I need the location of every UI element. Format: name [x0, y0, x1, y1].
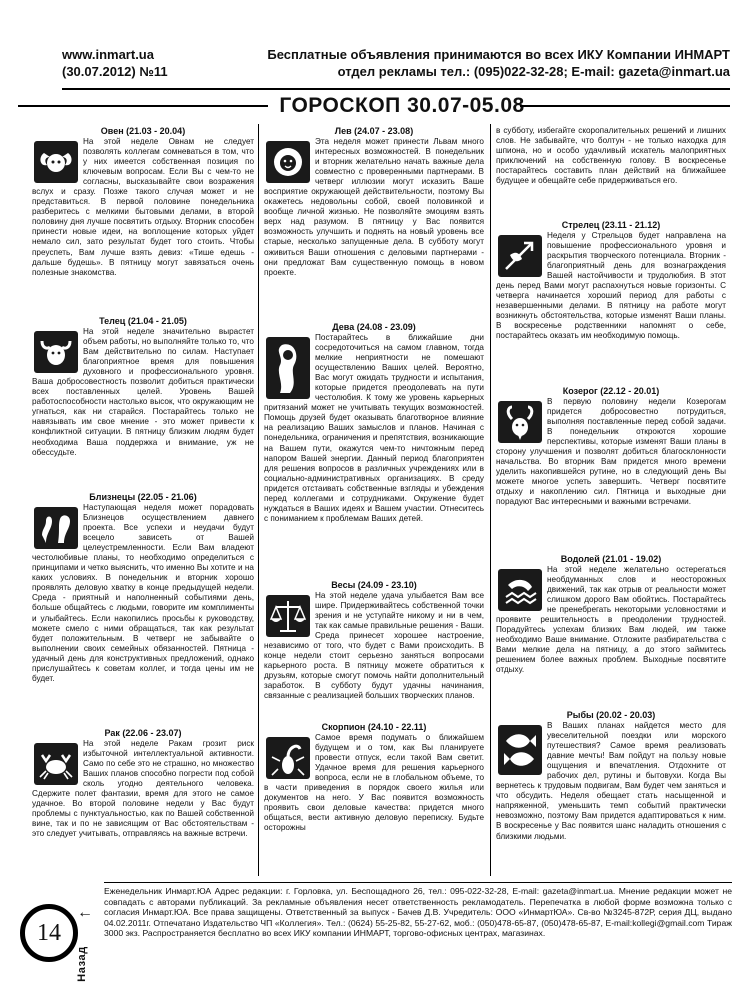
sign-strelec: [496, 220, 726, 342]
sign-oven: [32, 126, 254, 278]
crab-icon: [34, 743, 78, 785]
scorpion-icon: [266, 737, 310, 779]
sign-text: На этой неделе Овнам не следует позволять коллегам сомневаться в том, что у них имеется собственная позиция по ключевым вопросам. Если Вы с чем-то не согласны, высказывайте свои возражения вслух и сразу. Позже такого случая может и не представиться. В первой половине понедельника разберитесь с мелкими бытовыми делами, в второй половину дня лучше посвятить отдыху. Вторник способен принести новые идеи, на воплощение которых уйдет немало сил, зато результат будет того стоить. Чтобы преуспеть, Вам лучше взять девиз: «Тише едешь - дальше будешь». В пятницу могут завязаться очень полезные знакомства.: [32, 137, 254, 277]
goat-icon: [498, 401, 542, 443]
back-button[interactable]: [75, 906, 95, 988]
sign-heading: Телец (21.04 - 21.05): [99, 316, 187, 326]
sign-bliznecy: [32, 492, 254, 684]
sign-lev: [264, 126, 484, 278]
twins-icon: [34, 507, 78, 549]
header-line-1: Бесплатные объявления принимаются во всех ИКУ Компании ИНМАРТ: [267, 47, 730, 62]
bull-icon: [34, 331, 78, 373]
header-line-2: отдел рекламы тел.: (095)022-32-28; E-mail: gazeta@inmart.ua: [337, 64, 730, 79]
ram-icon: [34, 141, 78, 183]
column-divider: [490, 124, 491, 876]
sign-text: в субботу, избегайте скоропалительных решений и лишних слов. Не забывайте, что болтун - не только находка для шпиона, но и особо удачливый искатель малоприятных приключений на собственную голову. В воскресенье постарайтесь составить план действий на ближайшее будущее и обещайте себе придерживаться его.: [496, 126, 726, 186]
horoscope-columns: [32, 124, 732, 876]
sign-rak: [32, 728, 254, 839]
sign-text: Неделя у Стрельцов будет направлена на повышение профессионального уровня и раскрытия творческого потенциала. Вторник - благоприятный день для вознаграждения Вашей настойчивости и трудолюбия. В этот день перед Вами могут распахнуться новые горизонты. С четверга начинается хороший период для работы с незавершенными делами. В пятницу на работе могут возникнуть обстоятельства, которые изменят Ваши планы. В воскресенье родственники напомнят о себе, постарайтесь оказать им необходимую помощь.: [496, 231, 726, 341]
imprint-text: Еженедельник Инмарт.ЮА Адрес редакции: г. Горловка, ул. Беспощадного 26, тел.: 095-022-32-28, E-mail: gazeta@inmart.ua. Мнение редакции может не совпадать с авторами публикаций. За рекламные объявления несет ответственность рекламодатель. Перепечатка в любой форме возможна только с согласия Инмарт.ЮА. Все права защищены. Ответственный за выпуск - Бачев Д.В. Учредитель: ООО «ИнмартЮА». Св-во №3245-872Р, серия ДЦ, выдано 04.02.2011г. Отпечатано Издательство ЧП «Коллегия». Тел.: (0624) 55-25-82, 55-27-62, моб.: (050)478-65-87, (050)478-65-87, E-mail:kollegi@gmail.com Тираж 3000 экз. Распространяется бесплатно во всех ИКУ компании ИНМАРТ, торгово-офисных центрах, магазинах.: [104, 886, 732, 939]
site-url[interactable]: www.inmart.ua: [62, 47, 154, 62]
virgo-icon: [266, 337, 310, 399]
sign-text: На этой неделе Ракам грозит риск избыточной интеллектуальной активности. Само по себе это не страшно, но множество Ваших планов способно погрести под собой сколь угодно деятельного человека. Сдержите полет фантазии, время для этого не самое удачное. Во второй половине недели у Вас будут проблемы с пунктуальностью, как по Вашей собственной вине, так и по не зависящим от Вас обстоятельствам - это следует учитывать, отправляясь на важные встречи.: [32, 739, 254, 839]
header-right: [267, 46, 730, 80]
sign-text: На этой неделе желательно остерегаться необдуманных слов и неосторожных движений, так как отрыв от реальности может слишком дорого Вам обойтись. Постарайтесь не пренебрегать некоторыми условностями и проявите решительность в преодолении трудностей. Порадуйтесь успехам близких Вам людей, им также необходимо Ваше внимание. Отложите разбирательства с Вами мелкие дела на пятницу, а до этого займитесь решением более важных проблем. Выходные посвятите отдыху.: [496, 565, 726, 675]
sign-heading: Весы (24.09 - 23.10): [331, 580, 417, 590]
page-footer: [0, 878, 750, 1000]
header-left: [62, 46, 168, 80]
issue-info: (30.07.2012) №11: [62, 64, 168, 79]
scales-icon: [266, 595, 310, 637]
sign-vodoley: [496, 554, 726, 676]
sign-telec: [32, 316, 254, 458]
sign-heading: Козерог (22.12 - 20.01): [562, 386, 660, 396]
column-3: [496, 124, 726, 876]
sign-text: Эта неделя может принести Львам много интересных возможностей. В понедельник и вторник желательно начать важные дела совместно с проверенными партнерами. В четверг иллюзии могут исказить Ваше восприятие окружающей действительности, поэтому Вы окажетесь недовольны собой, своей половинкой и вообще личной жизнью. Не позволяйте эмоциям взять верх над разумом. В пятницу у Вас появится возможность улучшить и поднять на новый уровень все старые, несколько запущенные дела. В субботу могут оживиться Ваши отношения с деловыми партнерами - они предложат Вам существенную помощь в новом проекте.: [264, 137, 484, 277]
sign-ryby: [496, 710, 726, 842]
sign-vesy: [264, 580, 484, 702]
title-rule-left: [18, 105, 268, 107]
sign-text: На этой неделе значительно вырастет объем работы, но выполняйте только то, что Вам действительно по силам. Наступает благоприятное время для повышения духовного и профессионального уровня. Ваша добросовестность позволит добиться практически всех поставленных целей. Уровень Вашей работоспособности настолько высок, что окружающим не угнаться, как ни старайся. Постарайтесь только не навязывать им свое мнение - это может привести к конфликтной ситуации. В пятницу близким людям будет необходима Ваша поддержка и внимание, уж не обессудьте.: [32, 327, 254, 457]
title-rule-right: [520, 105, 730, 107]
sign-heading: Лев (24.07 - 23.08): [334, 126, 414, 136]
sign-text: В Ваших планах найдется место для увеселительной поездки или морского путешествия? Самое время реализовать давние мечты! Вам пойдут на пользу новые ощущения и впечатления. Отдохните от рабочих дел, рутины и бытовухи. Когда Вы вернетесь к трудовым подвигам, Вам будет чем заняться и что обсудить. Неделя обещает стать насыщенной и напряженной, уменьшить темп событий практически невозможно, поэтому Вам придется адаптироваться к ним. В воскресенье у Вас появится шанс наладить отношения с близкими людьми.: [496, 721, 726, 841]
sign-heading: Рак (22.06 - 23.07): [104, 728, 182, 738]
header-divider: [62, 88, 730, 90]
sign-text: Постарайтесь в ближайшие дни сосредоточиться на самом главном, тогда мелкие неприятности не помешают осуществлению Ваших целей. Вероятно, Вас могут ожидать трудности и испытания, которые придется преодолевать на пути честолюбия. К тому же уровень карьерных притязаний может не учитывать текущих возможностей. Помощь друзей будет оказывать благотворное влияние на реализацию Ваших замыслов и планов. Начиная с понедельника, ограничения и препятствия, возникающие на Вашем пути, окажутся чем-то ничтожным перед напором Вашей энергии. Данный период благоприятен для решения вопросов в различных учреждениях или в социально-административных организациях. В среду придется отстаивать собственные взгляды и убеждения перед коллегами и сотрудниками. Окружение будет нуждаться в Ваших идеях и Вашем участии. Отнеситесь с пониманием к проблемам Ваших детей.: [264, 333, 484, 523]
sign-heading: Водолей (21.01 - 19.02): [560, 554, 662, 564]
sign-text: На этой неделе удача улыбается Вам все шире. Придерживайтесь собственной точки зрения и не уступайте никому и ни в чем, так как самые правильные решения - Ваши. Среда принесет хорошее настроение, независимо от того, что будет с Вами происходить. В конце недели стоит серьезно заняться вопросами карьерного роста. В пятницу можете обратиться к друзьям, которые смогут помочь найти дополнительный заработок. В субботу будут удачны начинания, связанные с реализацией больших творческих планов.: [264, 591, 484, 701]
sign-heading: Рыбы (20.02 - 20.03): [566, 710, 656, 720]
arrow-left-icon: ←: [77, 904, 93, 921]
back-label: Назад: [76, 946, 88, 982]
archer-icon: [498, 235, 542, 277]
page-header: [62, 46, 730, 90]
sign-heading: Скорпион (24.10 - 22.11): [321, 722, 427, 732]
lion-icon: [266, 141, 310, 183]
sign-heading: Дева (24.08 - 23.09): [332, 322, 416, 332]
sign-heading: Стрелец (23.11 - 21.12): [561, 220, 661, 230]
sign-heading: Близнецы (22.05 - 21.06): [89, 492, 197, 502]
sign-text: Наступающая неделя может порадовать Близнецов осуществлением давнего проекта. Все успехи и неудачи будут всецело зависеть от Вашей целеустремленности. Если Вам владеют честолюбивые планы, то необходимо определиться с принципами и четко выяснить, что именно Вы хотите и на каких условиях. В понедельник и вторник хорошо проявлять деловую хватку в конце предыдущей недели. Среда - приятный и наполненный событиями день, больше общайтесь с людьми, говорите им комплименты и улыбайтесь. Если накопились просьбы к руководству, можете смело с ними обращаться, так как результат будет положительным. В четверг не забывайте о выполнении своих семейных обязанностей. Пятница - удачный день для конструктивных предложений, однако прислушайтесь к советам коллег, и тогда цены им не будет.: [32, 503, 254, 683]
page-number: 14: [37, 919, 61, 946]
column-2: [264, 124, 484, 876]
fish-icon: [498, 725, 542, 775]
footer-divider: [104, 882, 732, 883]
aquarius-icon: [498, 569, 542, 611]
sign-skorpion-continued: [496, 126, 726, 186]
title-bar: [18, 94, 730, 118]
sign-kozerog: [496, 386, 726, 508]
column-1: [32, 124, 254, 876]
page-number-badge: [20, 904, 78, 962]
page-title: ГОРОСКОП 30.07-05.08: [279, 94, 525, 117]
sign-text: В первую половину недели Козерогам придется добросовестно потрудиться, выполняя поставленные перед собой задачи. В понедельник откроются хорошие перспективы, которые изменят Ваши планы в сторону улучшения и позволят добиться благосклонности начальства. Во вторник Вам придется много времени уделить накопившейся рутине, но в следующий день Вы можете многое успеть завершить. Четверг посвятите отдыху и накоплению сил. Пятница и выходные дни порадуют Вас интересными и важными встречами.: [496, 397, 726, 507]
sign-deva: [264, 322, 484, 524]
column-divider: [258, 124, 259, 876]
sign-heading: Овен (21.03 - 20.04): [100, 126, 186, 136]
sign-text: Самое время подумать о ближайшем будущем и о том, как Вы планируете провести отпуск, если такой Вам светит. Удачное время для решения карьерного вопроса, если не в глобальном объеме, то в части приведения в порядок своего жилья или документов на него. У Вас появится возможность проявить свои деловые качества: придется много общаться, вести активную деловую переписку. Будьте осторожны: [264, 733, 484, 833]
sign-skorpion: [264, 722, 484, 833]
